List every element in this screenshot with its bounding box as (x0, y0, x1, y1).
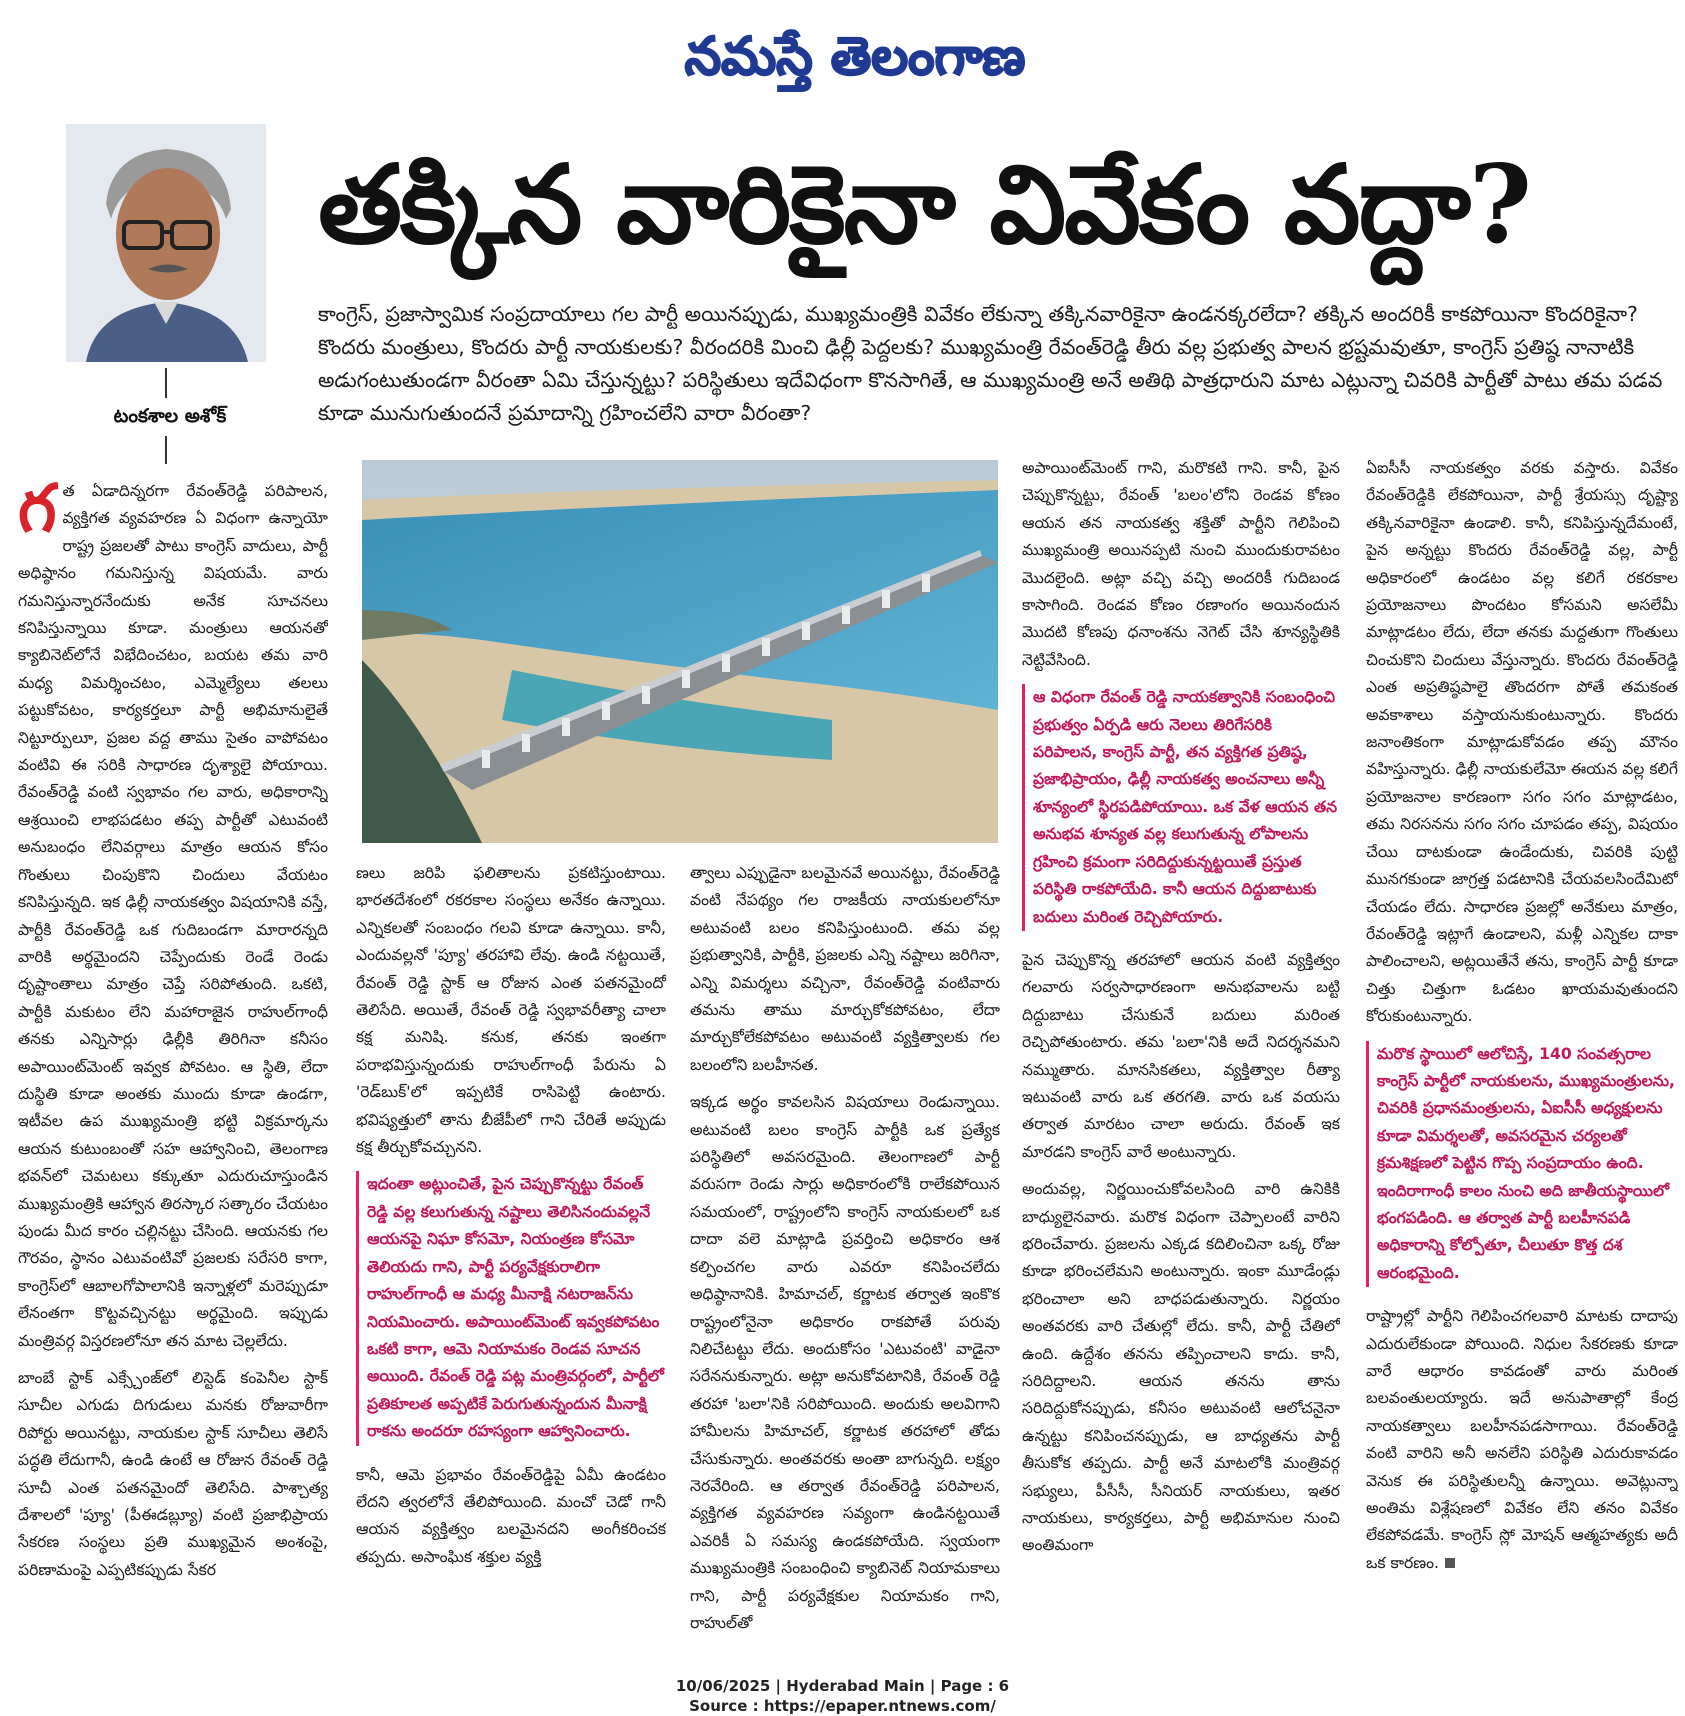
column-5-paragraph-1: ఏఐసీసీ నాయకత్వం వరకు వస్తారు. వివేకం రేవంత్‌రెడ్డికి లేకపోయినా, పార్టీ శ్రేయస్సు దృష్ట్యా తక్కినవారికైనా ఉండాలి. కానీ, కనిపిస్తున్నదేమంటే, పైన అన్నట్టు కొందరు రేవంత్‌రెడ్డి వల్ల, పార్టీ అధికారంలో ఉండటం వల్ల కలిగే రకరకాల ప్రయోజనాలు పొందటం కోసమని అసలేమీ మాట్లాడటం లేదు, లేదా తనకు మద్దతుగా గొంతులు చించుకొని చిందులు వేస్తున్నారు. కొందరు రేవంత్‌రెడ్డి ఎంత అప్రతిష్ఠపాలై తొందరగా పోతే తమకంత అవకాశాలు వస్తాయనుకుంటున్నారు. కొందరు జనాంతికంగా మాట్లాడుకోవడం తప్ప మౌనం వహిస్తున్నారు. ఢిల్లీ నాయకులేమో ఈయన వల్ల కలిగే ప్రయోజనాల కారణంగా సగం సగం మాట్లాడటం, తమ నిరసనను సగం సగం చూపడం తప్ప, విషయం చేయి దాటకుండా ఉండేందుకు, చివరికి పుట్టి మునగకుండా జాగ్రత్త పడటానికి చేయవలసిందేమిటో చేయడం లేదు. సాధారణ ప్రజల్లో అనేకులు మాత్రం, రేవంత్‌రెడ్డి ఇట్లాగే ఉండాలని, మళ్లీ ఎన్నికల దాకా పాలించాలని, అట్లయితేనే తను, కాంగ్రెస్ పార్టీ కూడా చిత్తు చిత్తుగా ఓడటం ఖాయమవుతుందని కోరుకుంటున్నారు. (1366, 459, 1678, 1026)
article-column-5 (1366, 455, 1678, 1655)
standfirst-text: కాంగ్రెస్, ప్రజాస్వామిక సంప్రదాయాలు గల పార్టీ అయినప్పుడు, ముఖ్యమంత్రికి వివేకం లేకున్నా తక్కినవారికైనా ఉండనక్కరలేదా? తక్కిన అందరికీ కాకపోయినా కొందరికైనా? కొందరు మంత్రులు, కొందరు పార్టీ నాయకులకు? వీరందరికి మించి ఢిల్లీ పెద్దలకు? ముఖ్యమంత్రి రేవంత్‌రెడ్డి తీరు వల్ల ప్రభుత్వ పాలన భ్రష్టమవుతూ, కాంగ్రెస్ ప్రతిష్ఠ నానాటికి అడుగంటుతుండగా వీరంతా ఏమి చేస్తున్నట్టు? పరిస్థితులు ఇదేవిధంగా కొనసాగితే, ఆ ముఖ్యమంత్రి అనే అతిథి పాత్రధారుని మాట ఎట్లున్నా చివరికి పార్టీతో పాటు తమ పడవ కూడా మునుగుతుందనే ప్రమాదాన్ని గ్రహించలేని వారా వీరంతా? (318, 302, 1663, 425)
pull-quote-1: ఇదంతా అట్లుంచితే, పైన చెప్పుకొన్నట్టు రేవంత్ రెడ్డి వల్ల కలుగుతున్న నష్టాలు తెలిసినందువల్లనే ఆయనపై నిఘా కోసమో, నియంత్రణ కోసమో తెలియదు గాని, పార్టీ పర్యవేక్షకురాలిగా రాహుల్‌గాంధీ ఆ మధ్య మీనాక్షి నటరాజన్‌ను నియమించారు. అపాయింట్‌మెంట్ ఇవ్వకపోవటం ఒకటి కాగా, ఆమె నియామకం రెండవ సూచన అయింది. రేవంత్ రెడ్డి పట్ల మంత్రివర్గంలో, పార్టీలో ప్రతికూలత అప్పటికే పెరుగుతున్నందున మీనాక్షి రాకను అందరూ రహస్యంగా ఆహ్వానించారు. (356, 1171, 666, 1445)
masthead-logo (640, 14, 1070, 92)
masthead (640, 14, 1070, 92)
pull-quote-2: ఆ విధంగా రేవంత్ రెడ్డి నాయకత్వానికి సంబంధించి ప్రభుత్వం ఏర్పడి ఆరు నెలలు తిరిగేసరికి పరిపాలన, కాంగ్రెస్ పార్టీ, తన వ్యక్తిగత ప్రతిష్ఠ, ప్రజాభిప్రాయం, ఢిల్లీ నాయకత్వ అంచనాలు అన్నీ శూన్యంలో స్థిరపడిపోయాయి. ఒక వేళ ఆయన తన అనుభవ శూన్యత వల్ల కలుగుతున్న లోపాలను గ్రహించి క్రమంగా సరిదిద్దుకున్నట్టయితే ప్రస్తుత పరిస్థితి రాకపోయేది. కానీ ఆయన దిద్దుబాటుకు బదులు మరింత రెచ్చిపోయారు. (1022, 684, 1340, 931)
footer-source-line[interactable]: Source : https://epaper.ntnews.com/ (689, 1697, 996, 1715)
column-3-paragraph-1: త్వాలు ఎప్పుడైనా బలమైనవే అయినట్టు, రేవంత్‌రెడ్డి వంటి నేపథ్యం గల రాజకీయ నాయకులలోనూ అటువంటి బలం కనిపిస్తుంటుంది. తమ వల్ల ప్రభుత్వానికి, పార్టీకి, ప్రజలకు ఎన్ని నష్టాలు జరిగినా, ఎన్ని విమర్శలు వచ్చినా, రేవంత్‌రెడ్డి వంటివారు తమను తాము మార్చుకోకపోవటం, లేదా మార్చుకోలేకపోవటం అటువంటి వ్యక్తిత్వాలకు గల బలంలోని బలహీనత. (690, 864, 1000, 1074)
column-1-paragraph-2: బాంబే స్టాక్ ఎక్స్చేంజ్‌లో లిస్టెడ్ కంపెనీల స్టాక్ సూచీల ఎగుడు దిగుడులు మనకు రోజువారీగా రిపోర్టు అయినట్టు, నాయకుల స్టాక్ సూచీలు తెలిసే పద్ధతి లేదుగానీ, ఉండి ఉంటే ఆ రోజున రేవంత్ రెడ్డి సూచీ ఎంత పతనమైందో తెలిసేది. పాశ్చాత్య దేశాలలో 'ప్యూ' (పీఈడబ్ల్యూ) వంటి ప్రజాభిప్రాయ సేకరణ సంస్థలు ప్రతి ముఖ్యమైన అంశంపై, పరిణామంపై ఎప్పటికప్పుడు సేకర (18, 1369, 328, 1579)
headline: తక్కిన వారికైనా వివేకం వద్దా? (318, 142, 1531, 268)
dropcap: గ (18, 478, 57, 547)
article-column-1 (18, 478, 328, 1654)
column-2-paragraph-2: కానీ, ఆమె ప్రభావం రేవంత్‌రెడ్డిపై ఏమీ ఉండటం లేదని త్వరలోనే తేలిపోయింది. మంచో చెడో గానీ ఆయన వ్యక్తిత్వం బలమైనదని అంగీకరించక తప్పదు. అసాంఘిక శక్తుల వ్యక్తి (356, 1465, 666, 1566)
page-footer (0, 1676, 1685, 1716)
article-column-3 (690, 860, 1000, 1654)
column-4-paragraph-1: అపాయింట్‌మెంట్ గాని, మరొకటి గాని. కానీ, పైన చెప్పుకొన్నట్టు, రేవంత్ 'బలం'లోని రెండవ కోణం ఆయన తన నాయకత్వ శక్తితో పార్టీని గెలిపించి ముఖ్యమంత్రి అయినప్పటి నుంచి ముందుకురావటం మొదలైంది. అట్లా వచ్చి వచ్చి అందరికీ గుదిబండ కాసాగింది. రెండవ కోణం రణాంగం అయినందున మొదటి కోణపు ధనాంశను నెగెట్ చేసి శూన్యస్థితికి నెట్టివేసింది. (1022, 459, 1340, 669)
column-5-paragraph-2-text: రాష్ట్రాల్లో పార్టీని గెలిపించగలవారి మాటకు దాదాపు ఎదురులేకుండా పోయింది. నిధుల సేకరణకు కూడా వారే ఆధారం కావడంతో వారు మరింత బలవంతులయ్యారు. ఇదే అనుపాతాల్లో కేంద్ర నాయకత్వాలు బలహీనపడసాగాయి. రేవంత్‌రెడ్డి వంటి వారిని అనీ అనలేని పరిస్థితి ఎదురుకావడం వెనుక ఈ పరిస్థితులన్నీ ఉన్నాయి. అవెట్లున్నా అంతిమ విశ్లేషణలో వివేకం లేని తనం వివేకం లేకపోవడమే. కాంగ్రెస్ స్లో మోషన్ ఆత్మహత్యకు అదీ ఒక కారణం. (1366, 1307, 1678, 1572)
footer-edition-line: 10/06/2025 | Hyderabad Main | Page : 6 (675, 1677, 1010, 1695)
author-portrait (66, 124, 266, 362)
article-column-2 (356, 860, 666, 1654)
square-end-mark (1445, 1558, 1455, 1568)
barrage-aerial-photo (362, 460, 998, 843)
author-byline: టంకశాల అశోక్ (113, 405, 227, 427)
byline-rule-top (165, 368, 167, 398)
column-4-paragraph-2: పైన చెప్పుకొన్న తరహాలో ఆయన వంటి వ్యక్తిత్వం గలవారు సర్వసాధారణంగా అనుభవాలను బట్టి దిద్దుబాటు చేసుకునే బదులు మరింత రెచ్చిపోతుంటారు. తమ 'బలా'నికి అదే నిదర్శనమని నమ్ముతారు. మానసికతలు, వ్యక్తిత్వాల రీత్యా ఇటువంటి వారు ఒక తరగతి. వారు ఒక వయసు తర్వాత మారటం చాలా అరుదు. రేవంత్ ఇక మారడని కాంగ్రెస్ వారే అంటున్నారు. (1022, 950, 1340, 1161)
column-3-paragraph-2: ఇక్కడ అర్థం కావలసిన విషయాలు రెండున్నాయి. అటువంటి బలం కాంగ్రెస్ పార్టీకి ఒక ప్రత్యేక పరిస్థితిలో అవసరమైంది. తెలంగాణలో పార్టీ వరుసగా రెండు సార్లు అధికారంలోకి రాలేకపోయిన సమయంలో, రాష్ట్రంలోని కాంగ్రెస్ నాయకులలో ఒక దాదా వలె మాట్లాడి ప్రవర్తించి అధికారం ఆశ కల్పించగల వారు ఎవరూ కనిపించలేదు అధిష్ఠానానికి. హిమాచల్, కర్ణాటక తర్వాత ఇంకొక రాష్ట్రంలోనైనా అధికారం రాకపోతే పరువు నిలిచేటట్టు లేదు. అందుకోసం 'ఎటువంటి' వాడైనా సరేననుకున్నారు. అట్లా అనుకోవటానికి, రేవంత్ రెడ్డి తరహా 'బలా'నికి సరిపోయింది. అందుకు అలవిగాని హామీలను హిమాచల్, కర్ణాటక తరహాలో తోడు చేసుకున్నారు. అంతవరకు అంతా బాగున్నది. లక్ష్యం నెరవేరింది. ఆ తర్వాత రేవంత్‌రెడ్డి పరిపాలన, వ్యక్తిగత వ్యవహరణ సవ్యంగా ఉండినట్టయితే ఎవరికీ ఏ సమస్య ఉండకపోయేది. స్వయంగా ముఖ్యమంత్రికి సంబంధించి క్యాబినెట్ నియామకాలు గాని, పార్టీ పర్యవేక్షకుల నియామకం గాని, రాహుల్‌తో (690, 1093, 1000, 1632)
article-column-4 (1022, 455, 1340, 1655)
pull-quote-3: మరొక స్థాయిలో ఆలోచిస్తే, 140 సంవత్సరాల కాంగ్రెస్ పార్టీలో నాయకులను, ముఖ్యమంత్రులను, చివరికి ప్రధానమంత్రులను, ఏఐసీసీ అధ్యక్షులను కూడా విమర్శలతో, అవసరమైన చర్యలతో క్రమశిక్షణలో పెట్టిన గొప్ప సంప్రదాయం ఉంది. ఇందిరాగాంధీ కాలం నుంచి అది జాతీయస్థాయిలో భంగపడింది. ఆ తర్వాత పార్టీ బలహీనపడి అధికారాన్ని కోల్పోతూ, చీలుతూ కొత్త దశ ఆరంభమైంది. (1366, 1041, 1678, 1288)
column-4-paragraph-3: అందువల్ల, నిర్ణయించుకోవలసింది వారి ఉనికికి బాధ్యులైనవారు. మరొక విధంగా చెప్పాలంటే వారిని భరించేవారు. ప్రజలను ఎక్కడ కదిలించినా ఒక్క రోజు కూడా భరించలేమని అంటున్నారు. ఇంకా మూడేండ్లు భరించాలా అని బాధపడుతున్నారు. నిర్ణయం అంతవరకు వారి చేతుల్లో లేదు. కానీ, పార్టీ చేతిలో ఉంది. ఉద్దేశం తనను తప్పించాలని కాదు. కానీ, సరిదిద్దాలని. ఆయన తనను తాను సరిదిద్దుకోనప్పుడు, కనీసం అటువంటి ఆలోచనైనా ఉన్నట్టు కనిపించనప్పుడు, ఆ బాధ్యతను పార్టీ తీసుకోక తప్పదు. పార్టీ అనే మాటలోకి మంత్రివర్గ సభ్యులు, పీసీసీ, సీనియర్ నాయకులు, ఇతర నాయకులు, కార్యకర్తలు, పార్టీ అభిమానుల నుంచి అంతిమంగా (1022, 1180, 1340, 1555)
standfirst (318, 298, 1670, 430)
masthead-title: నమస్తే తెలంగాణ (684, 27, 1026, 87)
column-5-paragraph-2 (1366, 1303, 1678, 1577)
column-2-paragraph-1: ణలు జరిపి ఫలితాలను ప్రకటిస్తుంటాయి. భారతదేశంలో రకరకాల సంస్థలు అనేకం ఉన్నాయి. ఎన్నికలతో సంబంధం గలవి కూడా ఉన్నాయి. కానీ, ఎందువల్లనో 'ప్యూ' తరహావి లేవు. ఉండి నట్టయితే, రేవంత్ రెడ్డి స్టాక్ ఆ రోజున ఎంత పతనమైందో తెలిసేది. అయితే, రేవంత్ రెడ్డి స్వభావరీత్యా చాలా కక్ష మనిషి. కనుక, తనకు ఇంతగా పరాభవిస్తున్నందుకు రాహుల్‌గాంధీ పేరును ఏ 'రెడ్‌బుక్'లో ఇప్పటికే రాసిపెట్టి ఉంటారు. భవిష్యత్తులో తాను బీజేపీలో గాని చేరితే అప్పుడు కక్ష తీర్చుకోవచ్చునని. (356, 864, 666, 1157)
column-1-paragraph-1: త ఏడాదిన్నరగా రేవంత్‌రెడ్డి పరిపాలన, వ్యక్తిగత వ్యవహరణ ఏ విధంగా ఉన్నాయో రాష్ట్ర ప్రజలతో పాటు కాంగ్రెస్ వాదులు, పార్టీ అధిష్ఠానం గమనిస్తున్న విషయమే. వారు గమనిస్తున్నారనేందుకు అనేక సూచనలు కనిపిస్తున్నాయి కూడా. మంత్రులు ఆయనతో క్యాబినెట్‌లోనే విభేదించటం, బయట తమ వారి మధ్య విమర్శించటం, ఎమ్మెల్యేలు తలలు పట్టుకోవటం, కార్యకర్తలూ పార్టీ అభిమానులైతే నిట్టూర్పులూ, ప్రజల వద్ద తాము సైతం వాపోవటం వంటివి ఈ సరికి సాధారణ దృశ్యాలై పోయాయి. రేవంత్‌రెడ్డి వంటి స్వభావం గల వారు, అధికారాన్ని ఆశ్రయించి లాభపడటం తప్ప పార్టీతో ఎటువంటి అనుబంధం లేనివర్గాలు మాత్రం ఆయన కోసం గొంతులు చింపుకొని చిందులు వేయటం కనిపిస్తున్నది. ఇక ఢిల్లీ నాయకత్వం విషయానికి వస్తే, పార్టీకి రేవంత్‌రెడ్డి ఒక గుదిబండగా మారారన్నది వారికి అర్థమైందని చెప్పేందుకు రెండే రెండు దృష్టాంతాలు మాత్రం చెప్తే సరిపోతుంది. ఒకటి, పార్టీకి మకుటం లేని మహారాజైన రాహుల్‌గాంధీ తనకు ఎన్నిసార్లు ఢిల్లీకి తిరిగినా కనీసం అపాయింట్‌మెంట్ ఇవ్వక పోవటం. ఆ స్థితి, లేదా దుస్థితి కూడా అంతకు ముందు కూడా ఉండగా, ఇటీవల ఉప ముఖ్యమంత్రి భట్టి విక్రమార్కను ఆయన కుటుంబంతో సహ ఆహ్వానించి, తెలంగాణ భవన్‌లో చెమటలు కక్కుతూ ఎదురుచూస్తుండిన ముఖ్యమంత్రికి ఆహ్వాన తిరస్కార సత్కారం చేయటం పుండు మీద కారం చల్లినట్టు చేసింది. ఆయనకు గల గౌరవం, స్థానం ఎటువంటివో ప్రజలకు సరేసరి కాగా, కాంగ్రెస్‌లో ఆబాలగోపాలానికి ఇన్నాళ్లలో మరెప్పుడూ లేనంతగా కొట్టవచ్చినట్టు అర్థమైంది. ఇప్పుడు మంత్రివర్గ విస్తరణలోనూ తన మాట చెల్లలేదు. (18, 482, 328, 1350)
byline-rule-bottom (165, 436, 167, 464)
